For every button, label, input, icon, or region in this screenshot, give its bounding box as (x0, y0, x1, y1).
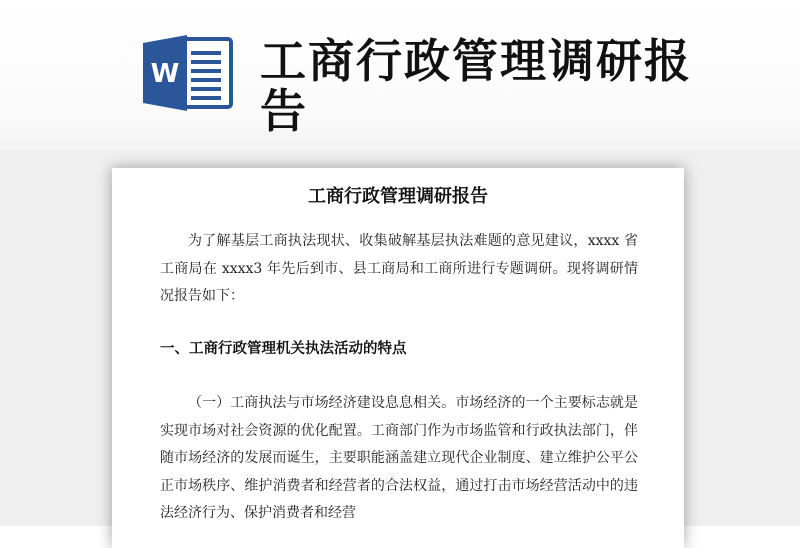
document-page (112, 168, 684, 548)
intro-paragraph: 为了解基层工商执法现状、收集破解基层执法难题的意见建议，xxxx 省工商局在 xxxx3 年先后到市、县工商局和工商所进行专题调研。现将调研情况报告如下： (160, 233, 638, 304)
section-heading: 一、工商行政管理机关执法活动的特点 (160, 341, 407, 357)
document-heading: 工商行政管理调研报告 (308, 186, 488, 207)
word-logo-letter: W (150, 59, 180, 89)
section-paragraph: （一）工商执法与市场经济建设息息相关。市场经济的一个主要标志就是实现市场对社会资源的优化配置。工商部门作为市场监管和行政执法部门，伴随市场经济的发展而诞生，主要职能涵盖建立现代企业制度、建立维护公平公正市场秩序、维护消费者和经营者的合法权益，通过打击市场经营活动中的违法经济行为、保护消费者和经营 (160, 395, 638, 521)
word-document-icon (141, 33, 235, 113)
banner-title: 工商行政管理调研报告 (260, 34, 692, 138)
